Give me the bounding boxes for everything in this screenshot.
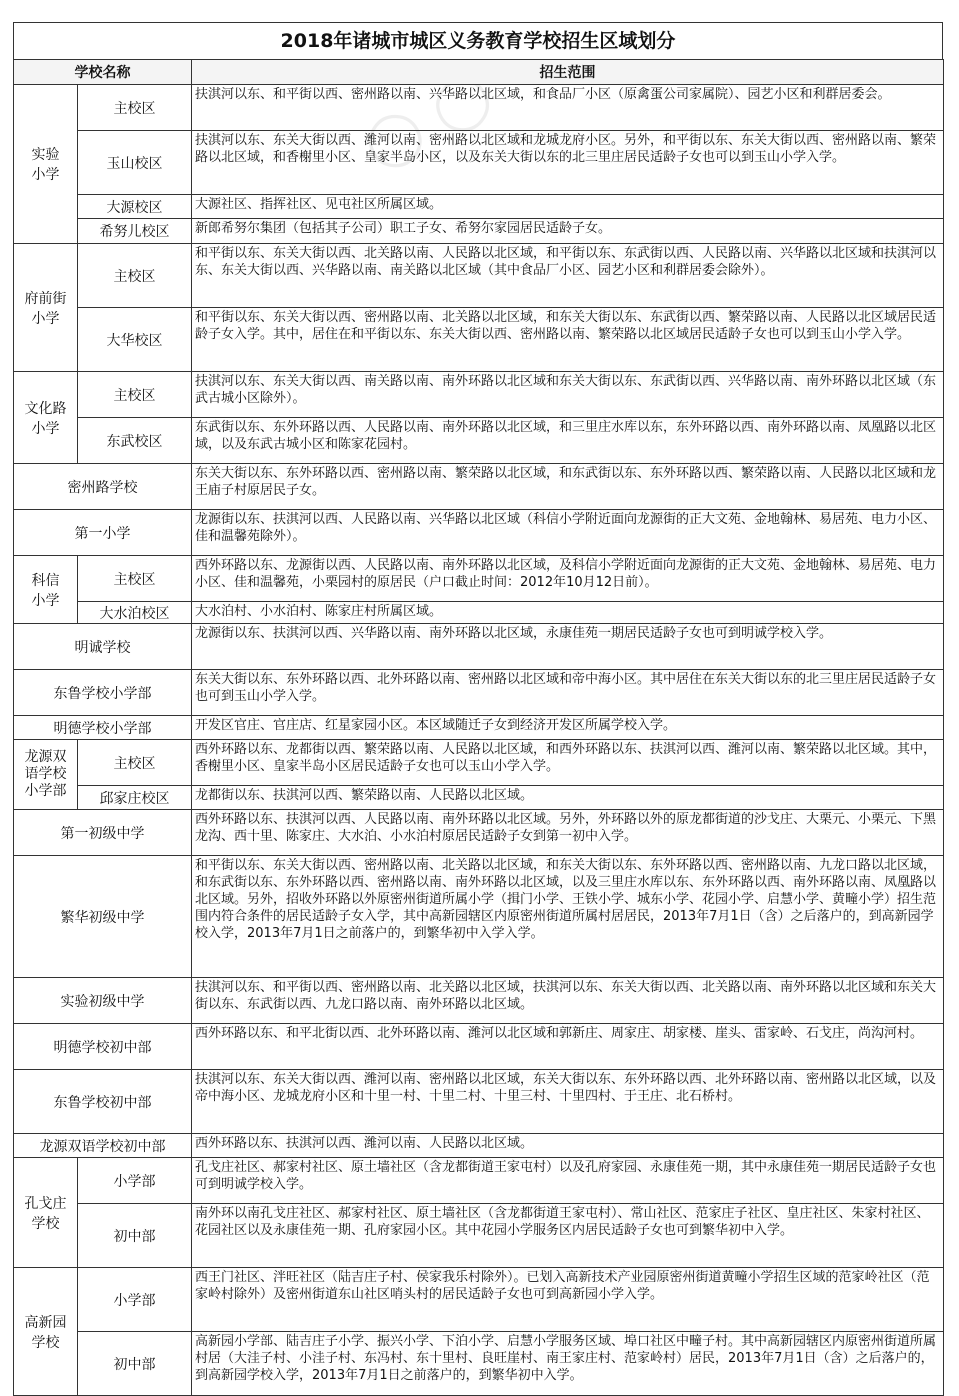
table-header-row bbox=[14, 60, 944, 85]
table-row bbox=[14, 716, 944, 740]
campus-name: 邱家庄校区 bbox=[78, 786, 192, 810]
scope-text: 新郎希努尔集团（包括其子公司）职工子女、希努尔家园居民适龄子女。 bbox=[192, 219, 944, 244]
scope-text: 东关大街以东、东外环路以西、北外环路以南、密州路以北区域和帝中海小区。其中居住在东关大街以东的北三里庄居民适龄子女也可到玉山小学入学。 bbox=[192, 670, 944, 716]
campus-name: 主校区 bbox=[78, 740, 192, 786]
table-row bbox=[14, 1134, 944, 1158]
table-row bbox=[14, 1204, 944, 1268]
campus-name: 大华校区 bbox=[78, 308, 192, 372]
scope-text: 龙源街以东、扶淇河以西、人民路以南、兴华路以北区域（科信小学附近面向龙源街的正大文苑、金地翰林、易居苑、电力小区、佳和温馨苑除外）。 bbox=[192, 510, 944, 556]
school-name: 高新园 学校 bbox=[14, 1268, 78, 1396]
scope-text: 扶淇河以东、东关大街以西、南关路以南、南外环路以北区域和东关大街以东、东武街以西、兴华路以南、南外环路以北区域（东武古城小区除外）。 bbox=[192, 372, 944, 418]
scope-text: 西王门社区、泮旺社区（陆吉庄子村、侯家我乐村除外）。已划入高新技术产业园原密州街道黄疃小学招生区域的范家岭社区（范家岭村除外）及密州街道东山社区哨头村的居民适龄子女也可到高新园小学入学。 bbox=[192, 1268, 944, 1332]
table-row bbox=[14, 131, 944, 195]
table-row bbox=[14, 624, 944, 670]
school-name: 密州路学校 bbox=[14, 464, 192, 510]
table-row bbox=[14, 244, 944, 308]
school-name: 实验初级中学 bbox=[14, 978, 192, 1024]
school-name: 明德学校小学部 bbox=[14, 716, 192, 740]
watermark: ◯ ◯ bbox=[353, 61, 501, 179]
scope-text: 和平街以东、东关大街以西、北关路以南、人民路以北区域，和平街以东、东武街以西、人民路以南、兴华路以北区域和扶淇河以东、东关大街以西、兴华路以南、南关路以北区域（其中食品厂小区、园艺小区和利群居委会除外）。 bbox=[192, 244, 944, 308]
table-row bbox=[14, 418, 944, 464]
table-row bbox=[14, 219, 944, 244]
enrollment-table bbox=[13, 59, 944, 1396]
table-row bbox=[14, 740, 944, 786]
scope-text: 东武街以东、东外环路以西、人民路以南、南外环路以北区域，和三里庄水库以东，东外环路以西、南外环路以南、凤凰路以北区域，以及东武古城小区和陈家花园村。 bbox=[192, 418, 944, 464]
table-row bbox=[14, 786, 944, 810]
scope-text: 开发区官庄、官庄店、红星家园小区。本区域随迁子女到经济开发区所属学校入学。 bbox=[192, 716, 944, 740]
school-name: 明德学校初中部 bbox=[14, 1024, 192, 1070]
school-name: 实验 小学 bbox=[14, 85, 78, 244]
scope-text: 龙源街以东、扶淇河以西、兴华路以南、南外环路以北区域，永康佳苑一期居民适龄子女也可到明诚学校入学。 bbox=[192, 624, 944, 670]
campus-name: 小学部 bbox=[78, 1158, 192, 1204]
scope-text: 扶淇河以东、东关大街以西、潍河以南、密州路以北区域和龙城龙府小区。另外，和平街以东、东关大街以西、密州路以南、繁荣路以北区域，和香榭里小区、皇家半岛小区，以及东关大街以东的北三里庄居民适龄子女也可以到玉山小学入学。 bbox=[192, 131, 944, 195]
scope-text: 西外环路以东、扶淇河以西、潍河以南、人民路以北区域。 bbox=[192, 1134, 944, 1158]
table-row bbox=[14, 1332, 944, 1396]
school-name: 孔戈庄 学校 bbox=[14, 1158, 78, 1268]
table-row bbox=[14, 810, 944, 856]
scope-text: 西外环路以东、龙源街以西、人民路以南、南外环路以北区域，及科信小学附近面向龙源街的正大文苑、金地翰林、易居苑、电力小区、佳和温馨苑，小栗园村的原居民（户口截止时间：2012年10月12日前）。 bbox=[192, 556, 944, 602]
table-row bbox=[14, 602, 944, 624]
school-name: 府前街 小学 bbox=[14, 244, 78, 372]
table-row bbox=[14, 510, 944, 556]
header-scope: 招生范围 bbox=[192, 60, 944, 85]
scope-text: 大源社区、指挥社区、见屯社区所属区域。 bbox=[192, 195, 944, 219]
school-name: 文化路 小学 bbox=[14, 372, 78, 464]
table-row bbox=[14, 1268, 944, 1332]
table-row bbox=[14, 978, 944, 1024]
scope-text: 龙都街以东、扶淇河以西、繁荣路以南、人民路以北区域。 bbox=[192, 786, 944, 810]
scope-text: 高新园小学部、陆吉庄子小学、振兴小学、下泊小学、启慧小学服务区域、埠口社区中疃子村。其中高新园辖区内原密州街道所属村居（大洼子村、小洼子村、东冯村、东十里村、良旺崖村、南王家庄村、范家岭村）居民，2013年7月1日（含）之后落户的，到高新园学校入学，2013年7月1日之前落户的，到繁华初中入学。 bbox=[192, 1332, 944, 1396]
scope-text: 西外环路以东、扶淇河以西、人民路以南、南外环路以北区域。另外，外环路以外的原龙都街道的沙戈庄、大栗元、小栗元、下黑龙沟、西十里、陈家庄、大水泊、小水泊村原居民适龄子女到第一初中入学。 bbox=[192, 810, 944, 856]
table-row bbox=[14, 85, 944, 131]
school-name: 东鲁学校初中部 bbox=[14, 1070, 192, 1134]
school-name: 龙源双语学校初中部 bbox=[14, 1134, 192, 1158]
campus-name: 主校区 bbox=[78, 85, 192, 131]
scope-text: 西外环路以东、龙都街以西、繁荣路以南、人民路以北区域，和西外环路以东、扶淇河以西、潍河以南、繁荣路以北区域。其中，香榭里小区、皇家半岛小区居民适龄子女也可以玉山小学入学。 bbox=[192, 740, 944, 786]
school-name: 龙源双 语学校 小学部 bbox=[14, 740, 78, 810]
scope-text: 西外环路以东、和平北街以西、北外环路以南、潍河以北区域和郭新庄、周家庄、胡家楼、崖头、雷家岭、石戈庄，尚沟河村。 bbox=[192, 1024, 944, 1070]
campus-name: 初中部 bbox=[78, 1204, 192, 1268]
scope-text: 和平街以东、东关大街以西、密州路以南、北关路以北区域，和东关大街以东、东外环路以西、密州路以南、九龙口路以北区域，和东武街以东、东外环路以西、密州路以南、南外环路以北区域，以及三里庄水库以东、东外环路以西、南外环路以南、凤凰路以北区域。另外，招收外环路以外原密州街道所属小学（揖门小学、王铁小学、城东小学、花园小学、启慧小学、黄疃小学）招生范围内符合条件的居民适龄子女入学，其中高新园辖区内原密州街道所属村居居民，2013年7月1日（含）之后落户的，到高新园学校入学，2013年7月1日之前落户的，到繁华初中入学入学。 bbox=[192, 856, 944, 978]
campus-name: 主校区 bbox=[78, 244, 192, 308]
campus-name: 主校区 bbox=[78, 556, 192, 602]
table-row bbox=[14, 308, 944, 372]
table-row bbox=[14, 556, 944, 602]
table-row bbox=[14, 1070, 944, 1134]
table-row bbox=[14, 1158, 944, 1204]
school-name: 东鲁学校小学部 bbox=[14, 670, 192, 716]
scope-text: 扶淇河以东、和平街以西、密州路以南、北关路以北区域，扶淇河以东、东关大街以西、北关路以南、南外环路以北区域和东关大街以东、东武街以西、九龙口路以南、南外环路以北区域。 bbox=[192, 978, 944, 1024]
campus-name: 大源校区 bbox=[78, 195, 192, 219]
table-row bbox=[14, 372, 944, 418]
header-school: 学校名称 bbox=[14, 60, 192, 85]
scope-text: 大水泊村、小水泊村、陈家庄村所属区域。 bbox=[192, 602, 944, 624]
school-name: 第一初级中学 bbox=[14, 810, 192, 856]
school-name: 明诚学校 bbox=[14, 624, 192, 670]
campus-name: 初中部 bbox=[78, 1332, 192, 1396]
table-row bbox=[14, 195, 944, 219]
school-name: 科信 小学 bbox=[14, 556, 78, 624]
scope-text: 东关大街以东、东外环路以西、密州路以南、繁荣路以北区域，和东武街以东、东外环路以西、繁荣路以南、人民路以北区域和龙王庙子村原居民子女。 bbox=[192, 464, 944, 510]
table-row bbox=[14, 1024, 944, 1070]
campus-name: 玉山校区 bbox=[78, 131, 192, 195]
school-name: 繁华初级中学 bbox=[14, 856, 192, 978]
page-title: 2018年诸城市城区义务教育学校招生区域划分 bbox=[13, 22, 943, 59]
enrollment-sheet bbox=[13, 22, 943, 1396]
campus-name: 东武校区 bbox=[78, 418, 192, 464]
campus-name: 大水泊校区 bbox=[78, 602, 192, 624]
campus-name: 希努儿校区 bbox=[78, 219, 192, 244]
scope-text: 扶淇河以东、和平街以西、密州路以南、兴华路以北区域，和食品厂小区（原禽蛋公司家属院）、园艺小区和利群居委会。 bbox=[192, 85, 944, 131]
scope-text: 和平街以东、东关大街以西、密州路以南、北关路以北区域，和东关大街以东、东武街以西、繁荣路以南、人民路以北区域居民适龄子女入学。其中，居住在和平街以东、东关大街以西、密州路以南、繁荣路以北区域居民适龄子女也可以到玉山小学入学。 bbox=[192, 308, 944, 372]
scope-text: 南外环以南孔戈庄社区、郝家村社区、原土墙社区（含龙都街道王家屯村）、常山社区、范家庄子社区、皇庄社区、朱家村社区、花园社区以及永康佳苑一期、孔府家园小区。其中花园小学服务区内居民适龄子女也可到繁华初中入学。 bbox=[192, 1204, 944, 1268]
table-row bbox=[14, 670, 944, 716]
school-name: 第一小学 bbox=[14, 510, 192, 556]
scope-text: 扶淇河以东、东关大街以西、潍河以南、密州路以北区域，东关大街以东、东外环路以西、北外环路以南、密州路以北区域，以及帝中海小区、龙城龙府小区和十里一村、十里二村、十里三村、十里四村、于王庄、北石桥村。 bbox=[192, 1070, 944, 1134]
scope-text: 孔戈庄社区、郝家村社区、原土墙社区（含龙都街道王家屯村）以及孔府家园、永康佳苑一期，其中永康佳苑一期居民适龄子女也可到明诚学校入学。 bbox=[192, 1158, 944, 1204]
campus-name: 主校区 bbox=[78, 372, 192, 418]
table-row bbox=[14, 464, 944, 510]
table-row bbox=[14, 856, 944, 978]
campus-name: 小学部 bbox=[78, 1268, 192, 1332]
